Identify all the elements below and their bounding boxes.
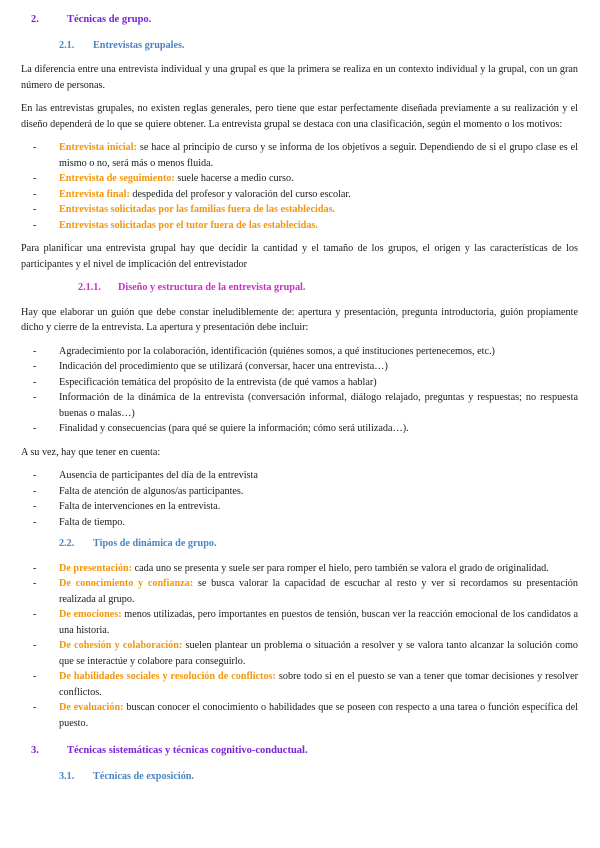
list-item <box>21 700 578 731</box>
item-text: se busca valorar la capacidad de escuchar al resto y ver si recordamos su presentación realizada al grupo. <box>59 578 578 605</box>
heading-title: Técnicas sistemáticas y técnicas cognitivo-conductual. <box>67 745 308 756</box>
item-text: cada uno se presenta y suele ser para romper el hielo, pero también se valora el grado de originalidad. <box>132 562 549 574</box>
heading-title: Diseño y estructura de la entrevista grupal. <box>118 282 306 293</box>
list-item <box>21 607 578 638</box>
list-item <box>21 187 578 203</box>
heading-number: 2.1. <box>59 39 75 51</box>
item-label: De cohesión y colaboración: <box>59 640 183 651</box>
list-item: - Especificación temática del propósito de la entrevista (de qué vamos a hablar) <box>21 375 578 391</box>
list-item: - Ausencia de participantes del día de la entrevista <box>21 468 578 484</box>
list-item <box>21 638 578 669</box>
list-item <box>21 669 578 700</box>
document-page <box>21 12 578 793</box>
paragraph-consider: A su vez, hay que tener en cuenta: <box>21 446 161 458</box>
list-item: - Falta de atención de algunos/as participantes. <box>21 484 578 500</box>
item-text: suele hacerse a medio curso. <box>174 173 294 184</box>
item-text: buscan conocer el conocimiento o habilidades que se poseen con respecto a una tarea o función específica del puesto. <box>59 702 578 729</box>
heading-section-2-2 <box>59 536 578 552</box>
heading-section-3 <box>21 743 578 759</box>
heading-number: 3. <box>31 745 39 756</box>
item-text: menos utilizadas, pero importantes en puestos de tensión, buscan ver la reacción emocional de los candidatos a una historia. <box>59 609 578 636</box>
list-item <box>21 576 578 607</box>
item-text: se hace al principio de curso y se informa de los objetivos a seguir. Dependiendo de si el grupo clase es el mismo o no, será más o menos fluida. <box>59 142 578 169</box>
item-label: Entrevista final: <box>59 188 130 200</box>
opening-list <box>21 344 578 437</box>
heading-number: 2.2. <box>59 538 75 549</box>
paragraph-planning: Para planificar una entrevista grupal hay que decidir la cantidad y el tamaño de los grupos, el origen y las características de los participantes y el nivel de implicación del entrevistador <box>21 243 578 270</box>
paragraph-difference: La diferencia entre una entrevista individual y una grupal es que la primera se realiza en un contexto individual y la grupal, con un gran número de personas. <box>21 64 578 91</box>
dynamics-list <box>21 561 578 732</box>
list-item: - Falta de intervenciones en la entrevista. <box>21 499 578 515</box>
item-label: De presentación: <box>59 562 133 574</box>
list-item: - Información de la dinámica de la entrevista (conversación informal, diálogo relajado, preguntas y respuestas; no respuesta buenas o malas…) <box>21 390 578 421</box>
list-item: - Falta de tiempo. <box>21 515 578 531</box>
heading-section-3-1 <box>59 769 578 785</box>
list-item <box>21 218 578 234</box>
list-item <box>21 561 578 577</box>
heading-section-2-1 <box>59 38 578 54</box>
item-text: despedida del profesor y valoración del curso escolar. <box>129 188 351 200</box>
item-text: sobre todo si en el puesto se van a tener que tomar decisiones y resolver conflictos. <box>59 671 578 698</box>
item-label: De emociones: <box>59 609 122 620</box>
item-label: Entrevistas solicitadas por las familias fuera de las establecidas. <box>59 204 336 215</box>
item-label: Entrevista inicial: <box>59 142 137 153</box>
consider-list <box>21 468 578 530</box>
heading-section-2 <box>21 12 578 28</box>
list-item: - Agradecimiento por la colaboración, identificación (quiénes somos, a qué instituciones pertenecemos, etc.) <box>21 344 578 360</box>
heading-number: 3.1. <box>59 770 75 782</box>
item-label: De habilidades sociales y resolución de conflictos: <box>59 671 276 682</box>
list-item <box>21 140 578 171</box>
paragraph-group-interviews: En las entrevistas grupales, no existen reglas generales, pero tiene que estar perfectamente diseñada previamente a su realización y el diseño dependerá de lo que se quiere obtener. La entrevista grupal se destaca con una clasificación, según el momento o los motivos: <box>21 103 578 130</box>
heading-number: 2.1.1. <box>78 282 101 293</box>
heading-title: Técnicas de exposición. <box>93 770 195 782</box>
heading-title: Técnicas de grupo. <box>67 14 152 25</box>
list-item <box>21 171 578 187</box>
list-item: - Finalidad y consecuencias (para qué se quiere la información; cómo será utilizada…). <box>21 421 578 437</box>
list-item: - Indicación del procedimiento que se utilizará (conversar, hacer una entrevista…) <box>21 359 578 375</box>
item-label: De evaluación: <box>59 702 124 713</box>
classification-list <box>21 140 578 233</box>
heading-number: 2. <box>31 14 39 25</box>
heading-title: Entrevistas grupales. <box>93 39 185 51</box>
item-text: suelen plantear un problema o situación a resolver y se valora tanto alcanzar la solución como que se interactúe y colabore para conseguirlo. <box>59 640 578 667</box>
item-label: Entrevista de seguimiento: <box>59 173 175 184</box>
item-label: Entrevistas solicitadas por el tutor fuera de las establecidas. <box>59 219 318 231</box>
item-label: De conocimiento y confianza: <box>59 578 194 589</box>
paragraph-script: Hay que elaborar un guión que debe constar ineludiblemente de: apertura y presentación, pregunta introductoria, guión propiamente dicho y cierre de la entrevista. La apertura y presentación debe incluir: <box>21 306 578 333</box>
list-item <box>21 202 578 218</box>
heading-section-2-1-1 <box>78 280 578 296</box>
heading-title: Tipos de dinámica de grupo. <box>93 538 217 549</box>
